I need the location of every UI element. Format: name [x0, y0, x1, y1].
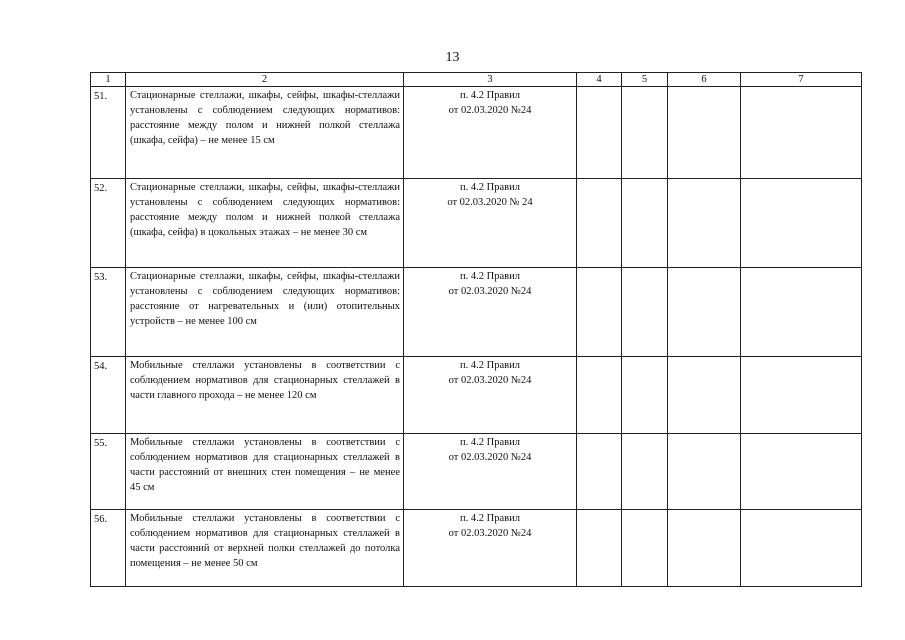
answer-cell-no[interactable] — [622, 268, 668, 357]
requirement-text: Стационарные стеллажи, шкафы, сейфы, шкафы-стеллажи установлены с соблюдением следующих нормативов: расстояние от нагревательных и (или) отопительных устройств – не менее 100 см — [126, 268, 404, 357]
legal-reference-line: п. 4.2 Правил — [460, 360, 520, 371]
notes-cell[interactable] — [741, 179, 862, 268]
legal-reference-line: п. 4.2 Правил — [460, 437, 520, 448]
answer-cell-na[interactable] — [668, 179, 741, 268]
legal-reference-line: от 02.03.2020 №24 — [448, 105, 532, 116]
answer-cell-na[interactable] — [668, 268, 741, 357]
column-header: 1 — [91, 73, 126, 87]
answer-cell-yes[interactable] — [577, 434, 622, 510]
table-row — [91, 268, 862, 357]
legal-reference-line: п. 4.2 Правил — [460, 182, 520, 193]
notes-cell[interactable] — [741, 510, 862, 587]
answer-cell-yes[interactable] — [577, 179, 622, 268]
column-header: 4 — [577, 73, 622, 87]
table-row — [91, 179, 862, 268]
row-number: 51. — [91, 87, 126, 179]
column-header: 2 — [126, 73, 404, 87]
column-header: 5 — [622, 73, 668, 87]
legal-reference — [404, 357, 577, 434]
requirement-text: Мобильные стеллажи установлены в соответствии с соблюдением нормативов для стационарных стеллажей в части расстояний от верхней полки стеллажей до потолка помещения – не менее 50 см — [126, 510, 404, 587]
legal-reference-line: от 02.03.2020 №24 — [448, 375, 532, 386]
legal-reference-line: п. 4.2 Правил — [460, 513, 520, 524]
row-number: 53. — [91, 268, 126, 357]
answer-cell-no[interactable] — [622, 510, 668, 587]
requirement-text: Стационарные стеллажи, шкафы, сейфы, шкафы-стеллажи установлены с соблюдением следующих нормативов: расстояние между полом и нижней полкой стеллажа (шкафа, сейфа) – не менее 15 см — [126, 87, 404, 179]
legal-reference — [404, 510, 577, 587]
legal-reference-line: п. 4.2 Правил — [460, 271, 520, 282]
requirement-text: Стационарные стеллажи, шкафы, сейфы, шкафы-стеллажи установлены с соблюдением следующих нормативов: расстояние между полом и нижней полкой стеллажа (шкафа, сейфа) в цокольных этажах – не менее 30 см — [126, 179, 404, 268]
legal-reference-line: от 02.03.2020 № 24 — [447, 197, 533, 208]
answer-cell-na[interactable] — [668, 87, 741, 179]
column-header: 7 — [741, 73, 862, 87]
row-number: 54. — [91, 357, 126, 434]
answer-cell-na[interactable] — [668, 434, 741, 510]
legal-reference — [404, 87, 577, 179]
page-number: 13 — [445, 50, 460, 65]
table-row — [91, 434, 862, 510]
legal-reference — [404, 268, 577, 357]
answer-cell-no[interactable] — [622, 87, 668, 179]
table-row — [91, 510, 862, 587]
requirement-text: Мобильные стеллажи установлены в соответствии с соблюдением нормативов для стационарных стеллажей в части расстояний от внешних стен помещения – не менее 45 см — [126, 434, 404, 510]
legal-reference-line: от 02.03.2020 №24 — [448, 286, 532, 297]
legal-reference-line: от 02.03.2020 №24 — [448, 452, 532, 463]
row-number: 52. — [91, 179, 126, 268]
answer-cell-na[interactable] — [668, 357, 741, 434]
answer-cell-yes[interactable] — [577, 357, 622, 434]
table-row — [91, 87, 862, 179]
column-header: 6 — [668, 73, 741, 87]
table-row — [91, 357, 862, 434]
answer-cell-yes[interactable] — [577, 268, 622, 357]
notes-cell[interactable] — [741, 268, 862, 357]
notes-cell[interactable] — [741, 87, 862, 179]
answer-cell-yes[interactable] — [577, 510, 622, 587]
legal-reference-line: п. 4.2 Правил — [460, 90, 520, 101]
notes-cell[interactable] — [741, 434, 862, 510]
legal-reference — [404, 434, 577, 510]
row-number: 55. — [91, 434, 126, 510]
notes-cell[interactable] — [741, 357, 862, 434]
answer-cell-yes[interactable] — [577, 87, 622, 179]
answer-cell-na[interactable] — [668, 510, 741, 587]
answer-cell-no[interactable] — [622, 357, 668, 434]
row-number: 56. — [91, 510, 126, 587]
checklist-table — [90, 72, 862, 587]
header-row — [91, 73, 862, 87]
column-header: 3 — [404, 73, 577, 87]
legal-reference — [404, 179, 577, 268]
answer-cell-no[interactable] — [622, 434, 668, 510]
answer-cell-no[interactable] — [622, 179, 668, 268]
legal-reference-line: от 02.03.2020 №24 — [448, 528, 532, 539]
requirement-text: Мобильные стеллажи установлены в соответствии с соблюдением нормативов для стационарных стеллажей в части главного прохода – не менее 120 см — [126, 357, 404, 434]
